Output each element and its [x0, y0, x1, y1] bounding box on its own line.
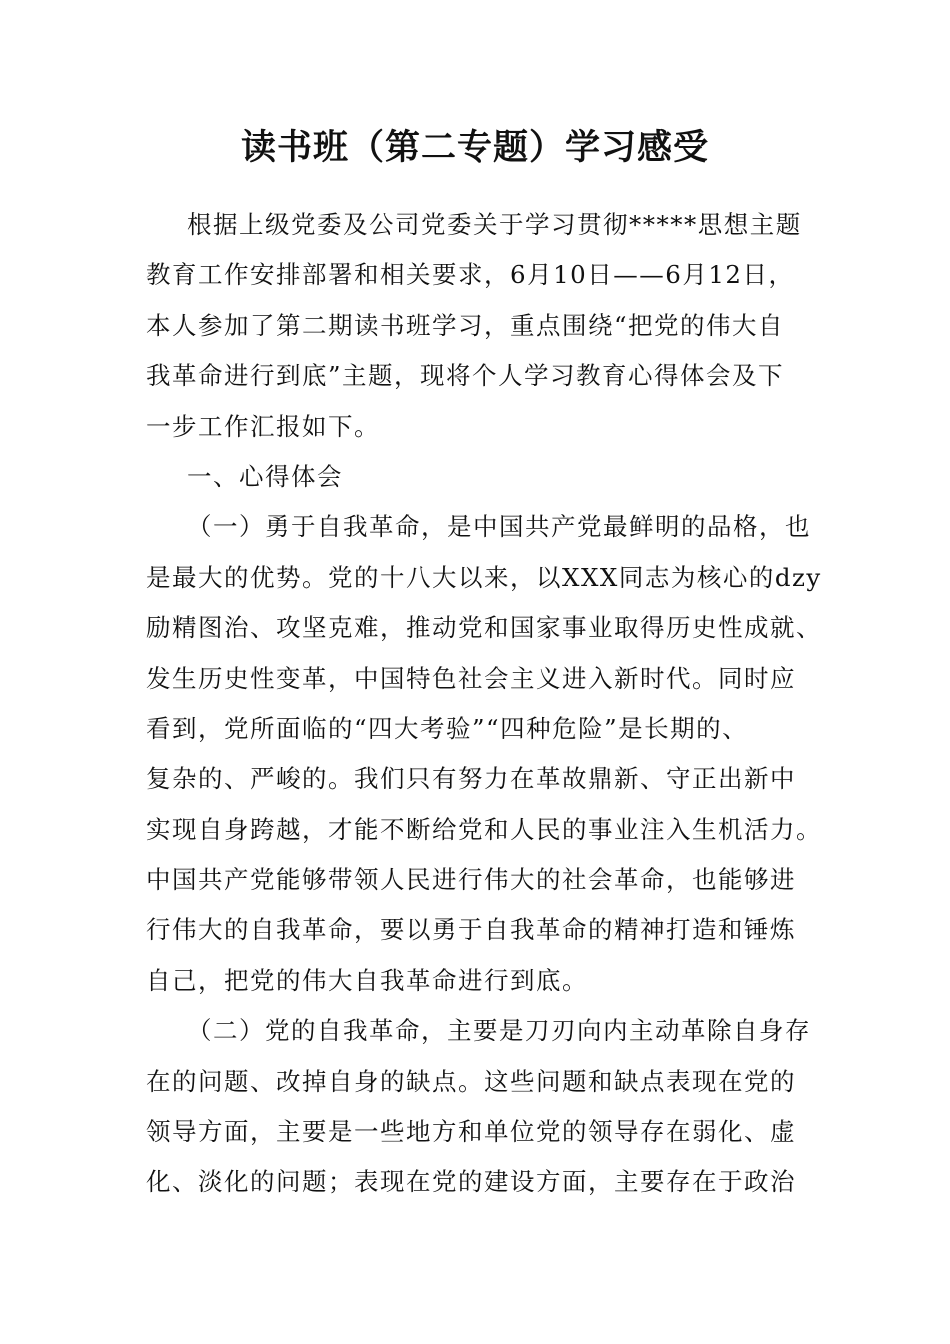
body-line: 自己，把党的伟大自我革命进行到底。	[146, 965, 588, 995]
body-line: 发生历史性变革，中国特色社会主义进入新时代。同时应	[146, 663, 796, 693]
body-line: 是最大的优势。党的十八大以来，以XXX同志为核心的dzy	[146, 562, 822, 592]
body-line: 一步工作汇报如下。	[146, 411, 380, 441]
body-line: （二）党的自我革命，主要是刀刃向内主动革除自身存	[187, 1016, 811, 1046]
body-line: 中国共产党能够带领人民进行伟大的社会革命，也能够进	[146, 865, 796, 895]
body-line: 领导方面，主要是一些地方和单位党的领导存在弱化、虚	[146, 1117, 796, 1147]
body-line: 教育工作安排部署和相关要求，6月10日——6月12日，	[146, 260, 795, 290]
body-line: 看到，党所面临的“四大考验”“四种危险”是长期的、	[146, 713, 749, 743]
body-line: 根据上级党委及公司党委关于学习贯彻*****思想主题	[187, 210, 802, 239]
body-line: 实现自身跨越，才能不断给党和人民的事业注入生机活力。	[146, 814, 822, 844]
document-body	[146, 200, 826, 1208]
body-line: 励精图治、攻坚克难，推动党和国家事业取得历史性成就、	[146, 613, 822, 643]
body-line: 行伟大的自我革命，要以勇于自我革命的精神打造和锤炼	[146, 915, 796, 945]
body-line: 我革命进行到底”主题，现将个人学习教育心得体会及下	[146, 361, 785, 391]
body-line: 复杂的、严峻的。我们只有努力在革故鼎新、守正出新中	[146, 764, 796, 794]
document-title: 读书班（第二专题）学习感受	[240, 127, 709, 168]
body-line: 化、淡化的问题；表现在党的建设方面，主要存在于政治	[146, 1167, 796, 1197]
body-line: 本人参加了第二期读书班学习，重点围绕“把党的伟大自	[146, 310, 785, 340]
body-line: 在的问题、改掉自身的缺点。这些问题和缺点表现在党的	[146, 1066, 796, 1096]
body-line: 一、心得体会	[187, 461, 343, 491]
body-line: （一）勇于自我革命，是中国共产党最鲜明的品格，也	[187, 512, 811, 542]
